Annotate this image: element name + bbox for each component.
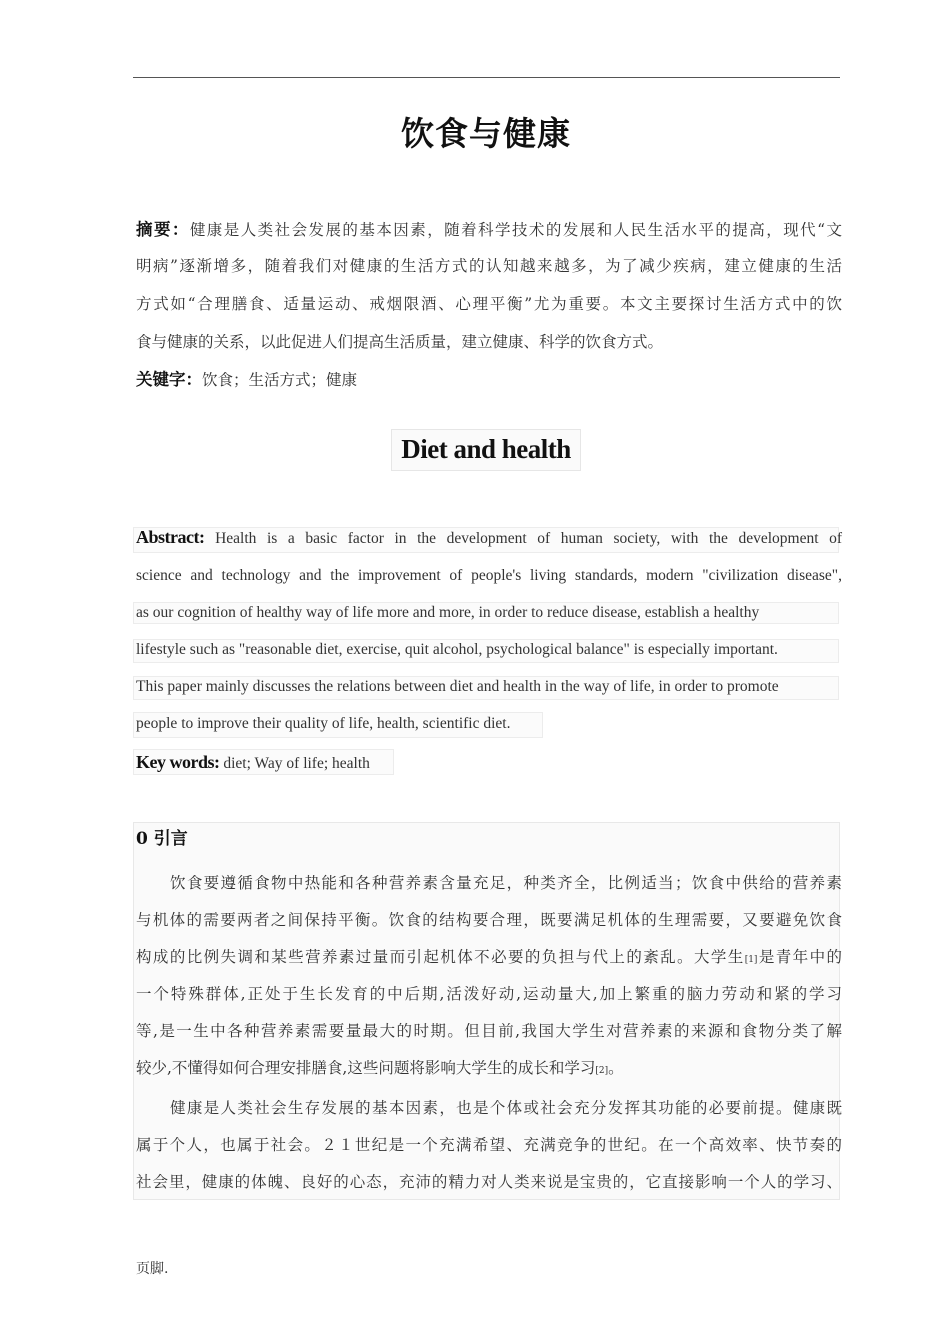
abstract-en-line-5: This paper mainly discusses the relations between diet and health in the way of life, in order to promote (136, 678, 779, 695)
keywords-cn-label: 关键字： (136, 370, 202, 389)
intro-line-8: 属于个人，也属于社会。２１世纪是一个充满希望、充满竞争的世纪。在一个高效率、快节奏的 (136, 1136, 842, 1154)
intro-line-7: 健康是人类社会生存发展的基本因素，也是个体或社会充分发挥其功能的必要前提。健康既 (170, 1099, 842, 1117)
page-footer: 页脚. (136, 1261, 169, 1277)
reference-1[interactable]: [1] (744, 955, 758, 965)
keywords-cn (136, 366, 357, 390)
abstract-cn-line-4: 食与健康的关系，以此促进人们提高生活质量，建立健康、科学的饮食方式。 (136, 333, 664, 351)
keywords-cn-text: 饮食；生活方式；健康 (202, 371, 358, 389)
abstract-cn (136, 216, 842, 389)
intro-line-4: 一个特殊群体,正处于生长发育的中后期,活泼好动,运动量大,加上繁重的脑力劳动和紧的学习 (136, 985, 842, 1003)
abstract-cn-label: 摘要： (136, 220, 190, 239)
abstract-en-line-2: science and technology and the improvement of people's living standards, modern "civilization disease", (136, 567, 842, 584)
page-title-cn: 饮食与健康 (401, 114, 571, 153)
header-rule (133, 77, 840, 78)
abstract-cn-line-2: 明病”逐渐增多，随着我们对健康的生活方式的认知越来越多，为了减少疾病，建立健康的生活 (136, 257, 842, 275)
intro-line-5: 等,是一生中各种营养素需要量最大的时期。但目前,我国大学生对营养素的来源和食物分类了解 (136, 1022, 842, 1040)
section-intro-body (136, 871, 842, 1201)
page-title-en: Diet and health (391, 429, 581, 471)
abstract-en-line-1: Abstract: Health is a basic factor in the development of human society, with the development of (136, 527, 843, 547)
abstract-en-line-4: lifestyle such as "reasonable diet, exercise, quit alcohol, psychological balance" is especially important. (136, 641, 778, 658)
abstract-cn-line-3: 方式如“合理膳食、适量运动、戒烟限酒、心理平衡”尤为重要。本文主要探讨生活方式中的饮 (136, 295, 842, 313)
intro-line-2: 与机体的需要两者之间保持平衡。饮食的结构要合理，既要满足机体的生理需要，又要避免饮食 (136, 911, 842, 929)
keywords-en (136, 752, 370, 773)
abstract-en (136, 527, 842, 787)
reference-2[interactable]: [2] (595, 1066, 609, 1076)
intro-line-6: 较少,不懂得如何合理安排膳食,这些问题将影响大学生的成长和学习[2]。 (136, 1059, 624, 1077)
intro-line-1: 饮食要遵循食物中热能和各种营养素含量充足，种类齐全，比例适当；饮食中供给的营养素 (170, 874, 842, 892)
abstract-en-line-3: as our cognition of healthy way of life more and more, in order to reduce disease, establish a healthy (136, 604, 760, 621)
abstract-en-line-6: people to improve their quality of life, health, scientific diet. (136, 715, 511, 732)
keywords-en-label: Key words: (136, 752, 220, 772)
section-heading: 0 引言 (136, 829, 188, 849)
keywords-en-text: diet; Way of life; health (223, 755, 370, 772)
abstract-cn-line-1: 摘要：健康是人类社会发展的基本因素，随着科学技术的发展和人民生活水平的提高，现代“文 (136, 220, 842, 239)
intro-line-9: 社会里，健康的体魄、良好的心态，充沛的精力对人类来说是宝贵的，它直接影响一个人的学习、 (136, 1173, 842, 1191)
abstract-en-label: Abstract: (136, 527, 205, 547)
intro-line-3: 构成的比例失调和某些营养素过量而引起机体不必要的负担与代上的紊乱。大学生[1]是青年中的 (136, 948, 842, 966)
